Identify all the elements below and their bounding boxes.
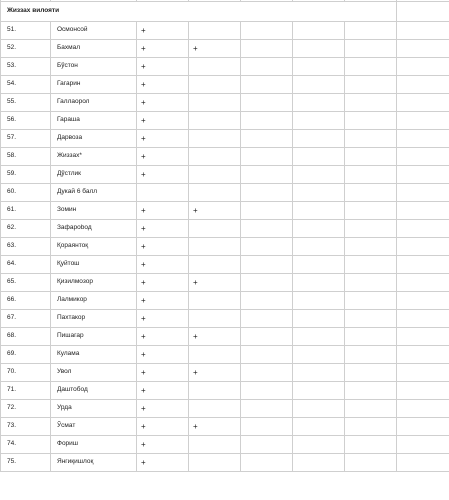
empty-cell [241, 184, 293, 202]
row-mark-2 [189, 220, 241, 238]
row-mark-1: + [137, 274, 189, 292]
empty-cell [241, 166, 293, 184]
row-mark-2 [189, 310, 241, 328]
empty-cell [397, 346, 449, 364]
table-row [1, 436, 449, 454]
empty-cell [345, 400, 397, 418]
row-mark-1: + [137, 436, 189, 454]
row-mark-1: + [137, 238, 189, 256]
empty-cell [397, 202, 449, 220]
row-number: 52. [1, 40, 51, 58]
empty-cell [397, 22, 449, 40]
empty-cell [345, 364, 397, 382]
empty-cell [241, 346, 293, 364]
row-name: Бахмал [51, 40, 137, 58]
table-row [1, 418, 449, 436]
empty-cell [293, 292, 345, 310]
row-number: 68. [1, 328, 51, 346]
empty-cell [241, 382, 293, 400]
empty-cell [241, 364, 293, 382]
row-name: Қораянтоқ [51, 238, 137, 256]
row-name: Пишагар [51, 328, 137, 346]
row-name: Осмонсой [51, 22, 137, 40]
empty-cell [293, 130, 345, 148]
empty-cell [293, 364, 345, 382]
table-row [1, 238, 449, 256]
empty-cell [241, 76, 293, 94]
row-mark-1: + [137, 148, 189, 166]
row-mark-1: + [137, 40, 189, 58]
empty-cell [293, 310, 345, 328]
empty-cell [397, 292, 449, 310]
empty-cell [241, 310, 293, 328]
empty-cell [241, 40, 293, 58]
empty-cell [293, 166, 345, 184]
table-row [1, 328, 449, 346]
empty-cell [397, 166, 449, 184]
empty-cell [397, 418, 449, 436]
row-number: 65. [1, 274, 51, 292]
empty-cell [293, 382, 345, 400]
empty-cell [293, 148, 345, 166]
row-mark-1: + [137, 364, 189, 382]
empty-cell [241, 148, 293, 166]
row-mark-1: + [137, 22, 189, 40]
row-mark-2 [189, 436, 241, 454]
empty-cell [397, 436, 449, 454]
empty-cell [345, 202, 397, 220]
row-mark-2: + [189, 364, 241, 382]
empty-cell [397, 382, 449, 400]
region-title: Жиззах вилояти [1, 2, 397, 22]
empty-cell [293, 76, 345, 94]
empty-cell [397, 220, 449, 238]
empty-cell [397, 40, 449, 58]
empty-cell [397, 58, 449, 76]
empty-cell [241, 22, 293, 40]
empty-cell [397, 94, 449, 112]
empty-cell [345, 382, 397, 400]
row-mark-2 [189, 130, 241, 148]
empty-cell [345, 148, 397, 166]
empty-cell [293, 436, 345, 454]
table-row [1, 22, 449, 40]
row-name: Фориш [51, 436, 137, 454]
row-mark-2: + [189, 274, 241, 292]
empty-cell [293, 454, 345, 472]
row-number: 66. [1, 292, 51, 310]
row-mark-1: + [137, 202, 189, 220]
empty-cell [397, 364, 449, 382]
table-row [1, 292, 449, 310]
empty-cell [345, 184, 397, 202]
table-row [1, 76, 449, 94]
row-name: Галлаорол [51, 94, 137, 112]
row-mark-1: + [137, 310, 189, 328]
row-number: 67. [1, 310, 51, 328]
empty-cell [293, 202, 345, 220]
table-row [1, 220, 449, 238]
empty-cell [241, 274, 293, 292]
row-mark-1: + [137, 400, 189, 418]
row-mark-2 [189, 112, 241, 130]
table-row [1, 202, 449, 220]
row-number: 53. [1, 58, 51, 76]
row-mark-1: + [137, 382, 189, 400]
empty-cell [241, 418, 293, 436]
row-mark-1: + [137, 346, 189, 364]
empty-cell [293, 346, 345, 364]
empty-cell [345, 310, 397, 328]
table-row [1, 166, 449, 184]
empty-cell [345, 220, 397, 238]
row-mark-1: + [137, 76, 189, 94]
empty-cell [293, 112, 345, 130]
row-mark-1: + [137, 130, 189, 148]
row-name: Увол [51, 364, 137, 382]
empty-cell [293, 58, 345, 76]
empty-cell [397, 400, 449, 418]
row-number: 60. [1, 184, 51, 202]
table-row [1, 58, 449, 76]
table-row [1, 382, 449, 400]
row-mark-1: + [137, 58, 189, 76]
empty-cell [345, 40, 397, 58]
empty-cell [293, 238, 345, 256]
empty-cell [345, 436, 397, 454]
empty-cell [241, 220, 293, 238]
row-mark-2 [189, 94, 241, 112]
row-mark-2 [189, 346, 241, 364]
empty-cell [241, 94, 293, 112]
row-name: Дукай 6 балл [51, 184, 137, 202]
empty-cell [397, 184, 449, 202]
empty-cell [345, 22, 397, 40]
table-row [1, 310, 449, 328]
row-number: 74. [1, 436, 51, 454]
row-mark-2 [189, 148, 241, 166]
empty-cell [397, 238, 449, 256]
row-number: 63. [1, 238, 51, 256]
empty-cell [241, 130, 293, 148]
row-mark-2: + [189, 418, 241, 436]
empty-cell [345, 418, 397, 436]
empty-cell [345, 328, 397, 346]
row-name: Зафарobод [51, 220, 137, 238]
row-name: Ўсмат [51, 418, 137, 436]
row-number: 61. [1, 202, 51, 220]
row-number: 62. [1, 220, 51, 238]
empty-cell [241, 256, 293, 274]
row-mark-2 [189, 454, 241, 472]
region-header-row [1, 2, 449, 22]
row-name: Даштобод [51, 382, 137, 400]
empty-cell [241, 202, 293, 220]
row-mark-2: + [189, 328, 241, 346]
row-mark-2 [189, 58, 241, 76]
row-name: Жиззах* [51, 148, 137, 166]
row-number: 73. [1, 418, 51, 436]
empty-cell [345, 112, 397, 130]
row-mark-1: + [137, 112, 189, 130]
empty-cell [397, 310, 449, 328]
row-name: Қуйтош [51, 256, 137, 274]
empty-cell [397, 454, 449, 472]
row-number: 51. [1, 22, 51, 40]
row-number: 58. [1, 148, 51, 166]
empty-cell [241, 238, 293, 256]
row-name: Урда [51, 400, 137, 418]
empty-cell [345, 346, 397, 364]
empty-cell [241, 328, 293, 346]
row-mark-1: + [137, 220, 189, 238]
table-row [1, 346, 449, 364]
row-name: Зомин [51, 202, 137, 220]
empty-cell [345, 166, 397, 184]
empty-cell [345, 58, 397, 76]
row-mark-2 [189, 238, 241, 256]
row-number: 69. [1, 346, 51, 364]
empty-cell [293, 274, 345, 292]
row-name: Дўстлик [51, 166, 137, 184]
table-row [1, 94, 449, 112]
row-name: Кулама [51, 346, 137, 364]
table-row [1, 184, 449, 202]
table-row [1, 364, 449, 382]
row-name: Гагарин [51, 76, 137, 94]
empty-cell [345, 256, 397, 274]
row-number: 71. [1, 382, 51, 400]
row-mark-1: + [137, 454, 189, 472]
empty-cell [345, 274, 397, 292]
empty-cell [293, 184, 345, 202]
empty-cell [241, 436, 293, 454]
empty-cell [241, 58, 293, 76]
empty-cell [397, 130, 449, 148]
empty-cell [397, 256, 449, 274]
empty-cell [293, 328, 345, 346]
empty-cell [397, 112, 449, 130]
row-name: Лалмикор [51, 292, 137, 310]
empty-cell [345, 76, 397, 94]
row-number: 54. [1, 76, 51, 94]
row-mark-2 [189, 256, 241, 274]
empty-cell [241, 400, 293, 418]
row-number: 59. [1, 166, 51, 184]
empty-cell [345, 94, 397, 112]
row-mark-1: + [137, 328, 189, 346]
empty-cell [397, 76, 449, 94]
row-number: 56. [1, 112, 51, 130]
table-row [1, 148, 449, 166]
row-mark-1 [137, 184, 189, 202]
row-number: 72. [1, 400, 51, 418]
empty-cell [345, 454, 397, 472]
row-mark-2 [189, 166, 241, 184]
row-mark-1: + [137, 418, 189, 436]
row-name: Бўстон [51, 58, 137, 76]
empty-cell [293, 94, 345, 112]
row-mark-2 [189, 76, 241, 94]
empty-cell [397, 148, 449, 166]
empty-cell [293, 256, 345, 274]
row-mark-2 [189, 184, 241, 202]
row-number: 75. [1, 454, 51, 472]
empty-cell [293, 220, 345, 238]
row-mark-2 [189, 292, 241, 310]
row-mark-2: + [189, 40, 241, 58]
empty-cell [241, 112, 293, 130]
row-name: Янгиқишлоқ [51, 454, 137, 472]
row-number: 57. [1, 130, 51, 148]
empty-cell [345, 238, 397, 256]
row-name: Пахтакор [51, 310, 137, 328]
row-mark-1: + [137, 292, 189, 310]
empty-cell [241, 292, 293, 310]
empty-cell [293, 400, 345, 418]
empty-cell [345, 130, 397, 148]
row-mark-2 [189, 22, 241, 40]
row-number: 70. [1, 364, 51, 382]
empty-cell [293, 40, 345, 58]
empty-cell [293, 418, 345, 436]
table-row [1, 256, 449, 274]
row-mark-1: + [137, 166, 189, 184]
empty-cell [345, 292, 397, 310]
row-mark-2: + [189, 202, 241, 220]
row-name: Дарвоза [51, 130, 137, 148]
empty-cell [241, 454, 293, 472]
table-row [1, 400, 449, 418]
row-name: Қизилмозор [51, 274, 137, 292]
row-mark-2 [189, 382, 241, 400]
table-row [1, 112, 449, 130]
empty-cell [293, 22, 345, 40]
row-mark-2 [189, 400, 241, 418]
row-mark-1: + [137, 94, 189, 112]
empty-cell [397, 274, 449, 292]
row-name: Гараша [51, 112, 137, 130]
row-mark-1: + [137, 256, 189, 274]
empty-cell [397, 328, 449, 346]
table-row [1, 454, 449, 472]
table-row [1, 130, 449, 148]
table-row [1, 274, 449, 292]
row-number: 55. [1, 94, 51, 112]
table-row [1, 40, 449, 58]
row-number: 64. [1, 256, 51, 274]
